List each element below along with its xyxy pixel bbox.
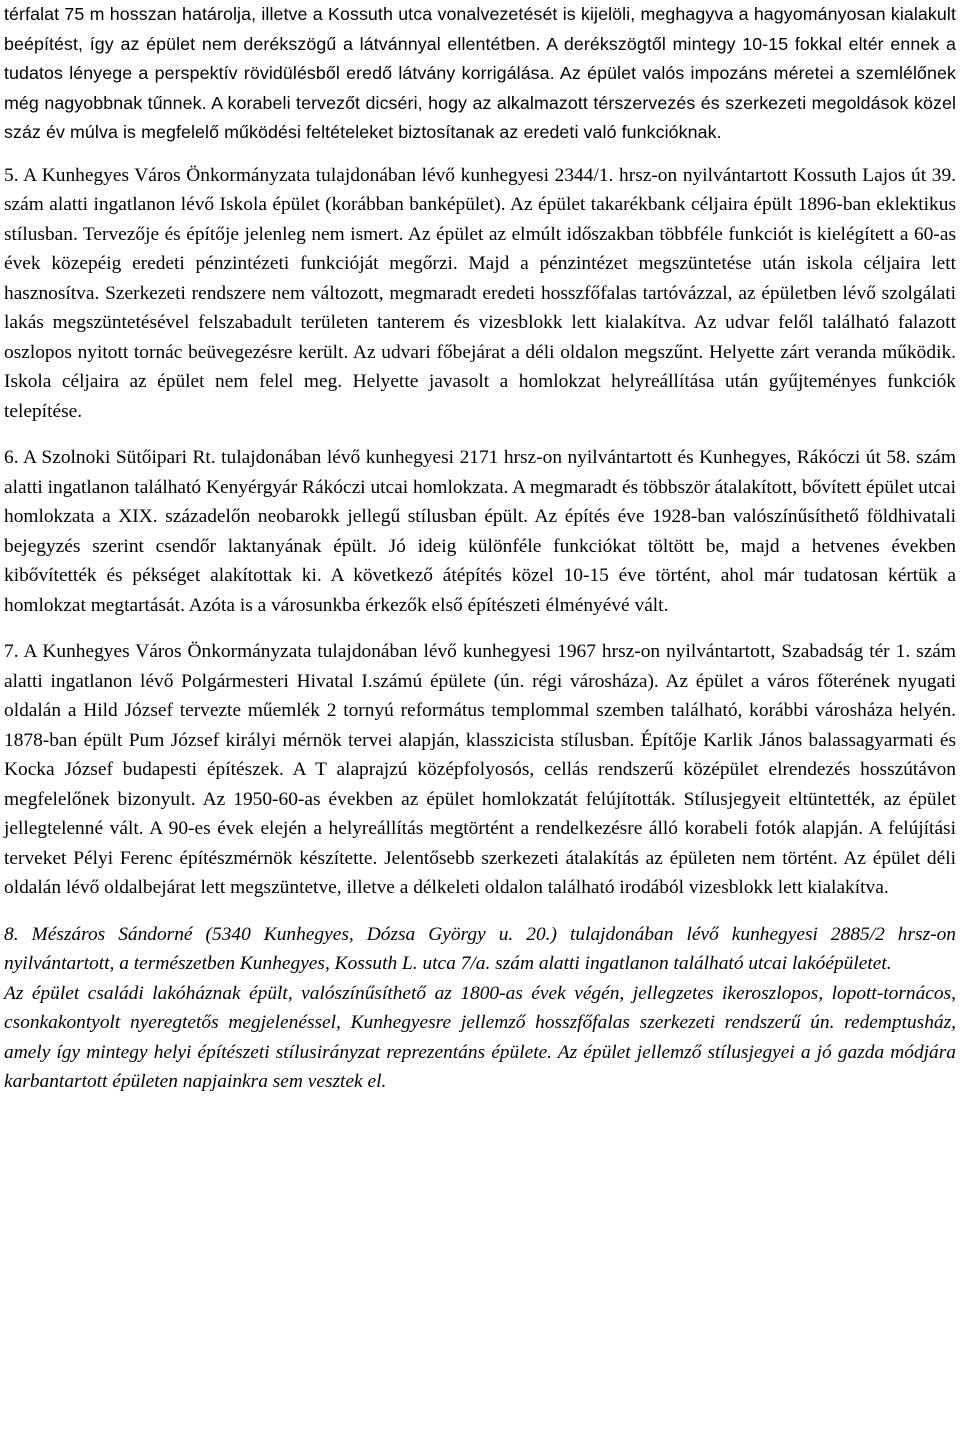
document-page <box>4 0 956 1097</box>
paragraph-intro: térfalat 75 m hosszan határolja, illetve a Kossuth utca vonalvezetését is kijelöli, meghagyva a hagyományosan kialakult beépítést, így az épület nem derékszögű a látvánnyal ellentétben. A derékszögtől mintegy 10-15 fokkal eltér ennek a tudatos lényege a perspektív rövidülésből eredő látvány korrigálása. Az épület valós impozáns méretei a szemlélőnek még nagyobbnak tűnnek. A korabeli tervezőt dicséri, hogy az alkalmazott térszervezés és szerkezeti megoldások közel száz év múlva is megfelelő működési feltételeket biztosítanak az eredeti való funkcióknak. <box>4 4 956 142</box>
paragraph-item-8-heading: 8. Mészáros Sándorné (5340 Kunhegyes, Dózsa György u. 20.) tulajdonában lévő kunhegyesi 2885/2 hrsz-on nyilvántartott, a természetben Kunhegyes, Kossuth L. utca 7/a. szám alatti ingatlanon található utcai lakóépületet. <box>4 923 956 974</box>
paragraph-item-8-body: Az épület családi lakóháznak épült, valószínűsíthető az 1800-as évek végén, jellegzetes ikeroszlopos, lopott-tornácos, csonkakontyolt nyeregtetős megjelenéssel, Kunhegyesre jellemző hosszfőfalas szerkezeti rendszerű ún. redemptusház, amely így mintegy helyi építészeti stílusirányzat reprezentáns épülete. Az épület jellemző stílusjegyei a jó gazda módjára karbantartott épületen napjainkra sem vesztek el. <box>4 982 956 1092</box>
paragraph-gap <box>4 148 956 161</box>
paragraph-gap <box>4 903 956 920</box>
paragraph-item-6: 6. A Szolnoki Sütőipari Rt. tulajdonában lévő kunhegyesi 2171 hrsz-on nyilvántartott és Kunhegyes, Rákóczi út 58. szám alatti ingatlanon található Kenyérgyár Rákóczi utcai homlokzata. A megmaradt és többször átalakított, bővített épület utcai homlokzata a XIX. századelőn neobarokk jellegű stílusban épült. Az építés éve 1928-ban valószínűsíthető földhivatali bejegyzés szerint csendőr laktanyának épült. Jó ideig különféle funkciókat töltött be, majd a hetvenes években kibővítették és pékséget alakítottak ki. A következő átépítés közel 10-15 éve történt, ahol már tudatosan kértük a homlokzat megtartását. Azóta is a városunkba érkezők első építészeti élményévé vált. <box>4 447 956 616</box>
paragraph-item-5: 5. A Kunhegyes Város Önkormányzata tulajdonában lévő kunhegyesi 2344/1. hrsz-on nyilvántartott Kossuth Lajos út 39. szám alatti ingatlanon lévő Iskola épület (korábban banképület). Az épület takarékbank céljaira épült 1896-ban eklektikus stílusban. Tervezője és építője jelenleg nem ismert. Az épület az elmúlt időszakban többféle funkciót is kielégített a 60-as évek közepéig eredeti pénzintézeti funkcióját megőrzi. Majd a pénzintézet megszüntetése után iskola céljaira lett hasznosítva. Szerkezeti rendszere nem változott, megmaradt eredeti hosszfőfalas tartóvázzal, az épületben lévő szolgálati lakás megszüntetésével felszabadult területen tanterem és vizesblokk lett kialakítva. Az udvar felől található falazott oszlopos nyitott tornác beüvegezésre került. Az udvari főbejárat a déli oldalon megszűnt. Helyette zárt veranda működik. Iskola céljaira az épület nem felel meg. Helyette javasolt a homlokzat helyreállítása után gyűjteményes funkciók telepítése. <box>4 164 956 422</box>
paragraph-item-7: 7. A Kunhegyes Város Önkormányzata tulajdonában lévő kunhegyesi 1967 hrsz-on nyilvántartott, Szabadság tér 1. szám alatti ingatlanon lévő Polgármesteri Hivatal I.számú épülete (ún. régi városháza). Az épület a város főterének nyugati oldalán a Hild József tervezte műemlék 2 tornyú református templommal szemben található, korábbi városháza helyén. 1878-ban épült Pum József királyi mérnök tervei alapján, klasszicista stílusban. Építője Karlik János balassagyarmati és Kocka József budapesti építészek. A T alaprajzú középfolyosós, cellás rendszerű középület elrendezés hosszútávon megfelelőnek bizonyult. Az 1950-60-as években az épület homlokzatát felújították. Stílusjegyeit eltüntették, az épület jellegtelenné vált. A 90-es évek elején a helyreállítás megtörtént a rendelkezésre álló korabeli fotók alapján. A felújítási terveket Pélyi Ferenc építészmérnök készítette. Jelentősebb szerkezeti átalakítás az épületen nem történt. Az épület déli oldalán lévő oldalbejárat lett megszüntetve, illetve a délkeleti oldalon található irodából vizesblokk lett kialakítva. <box>4 641 956 898</box>
paragraph-gap <box>4 620 956 637</box>
paragraph-gap <box>4 426 956 443</box>
